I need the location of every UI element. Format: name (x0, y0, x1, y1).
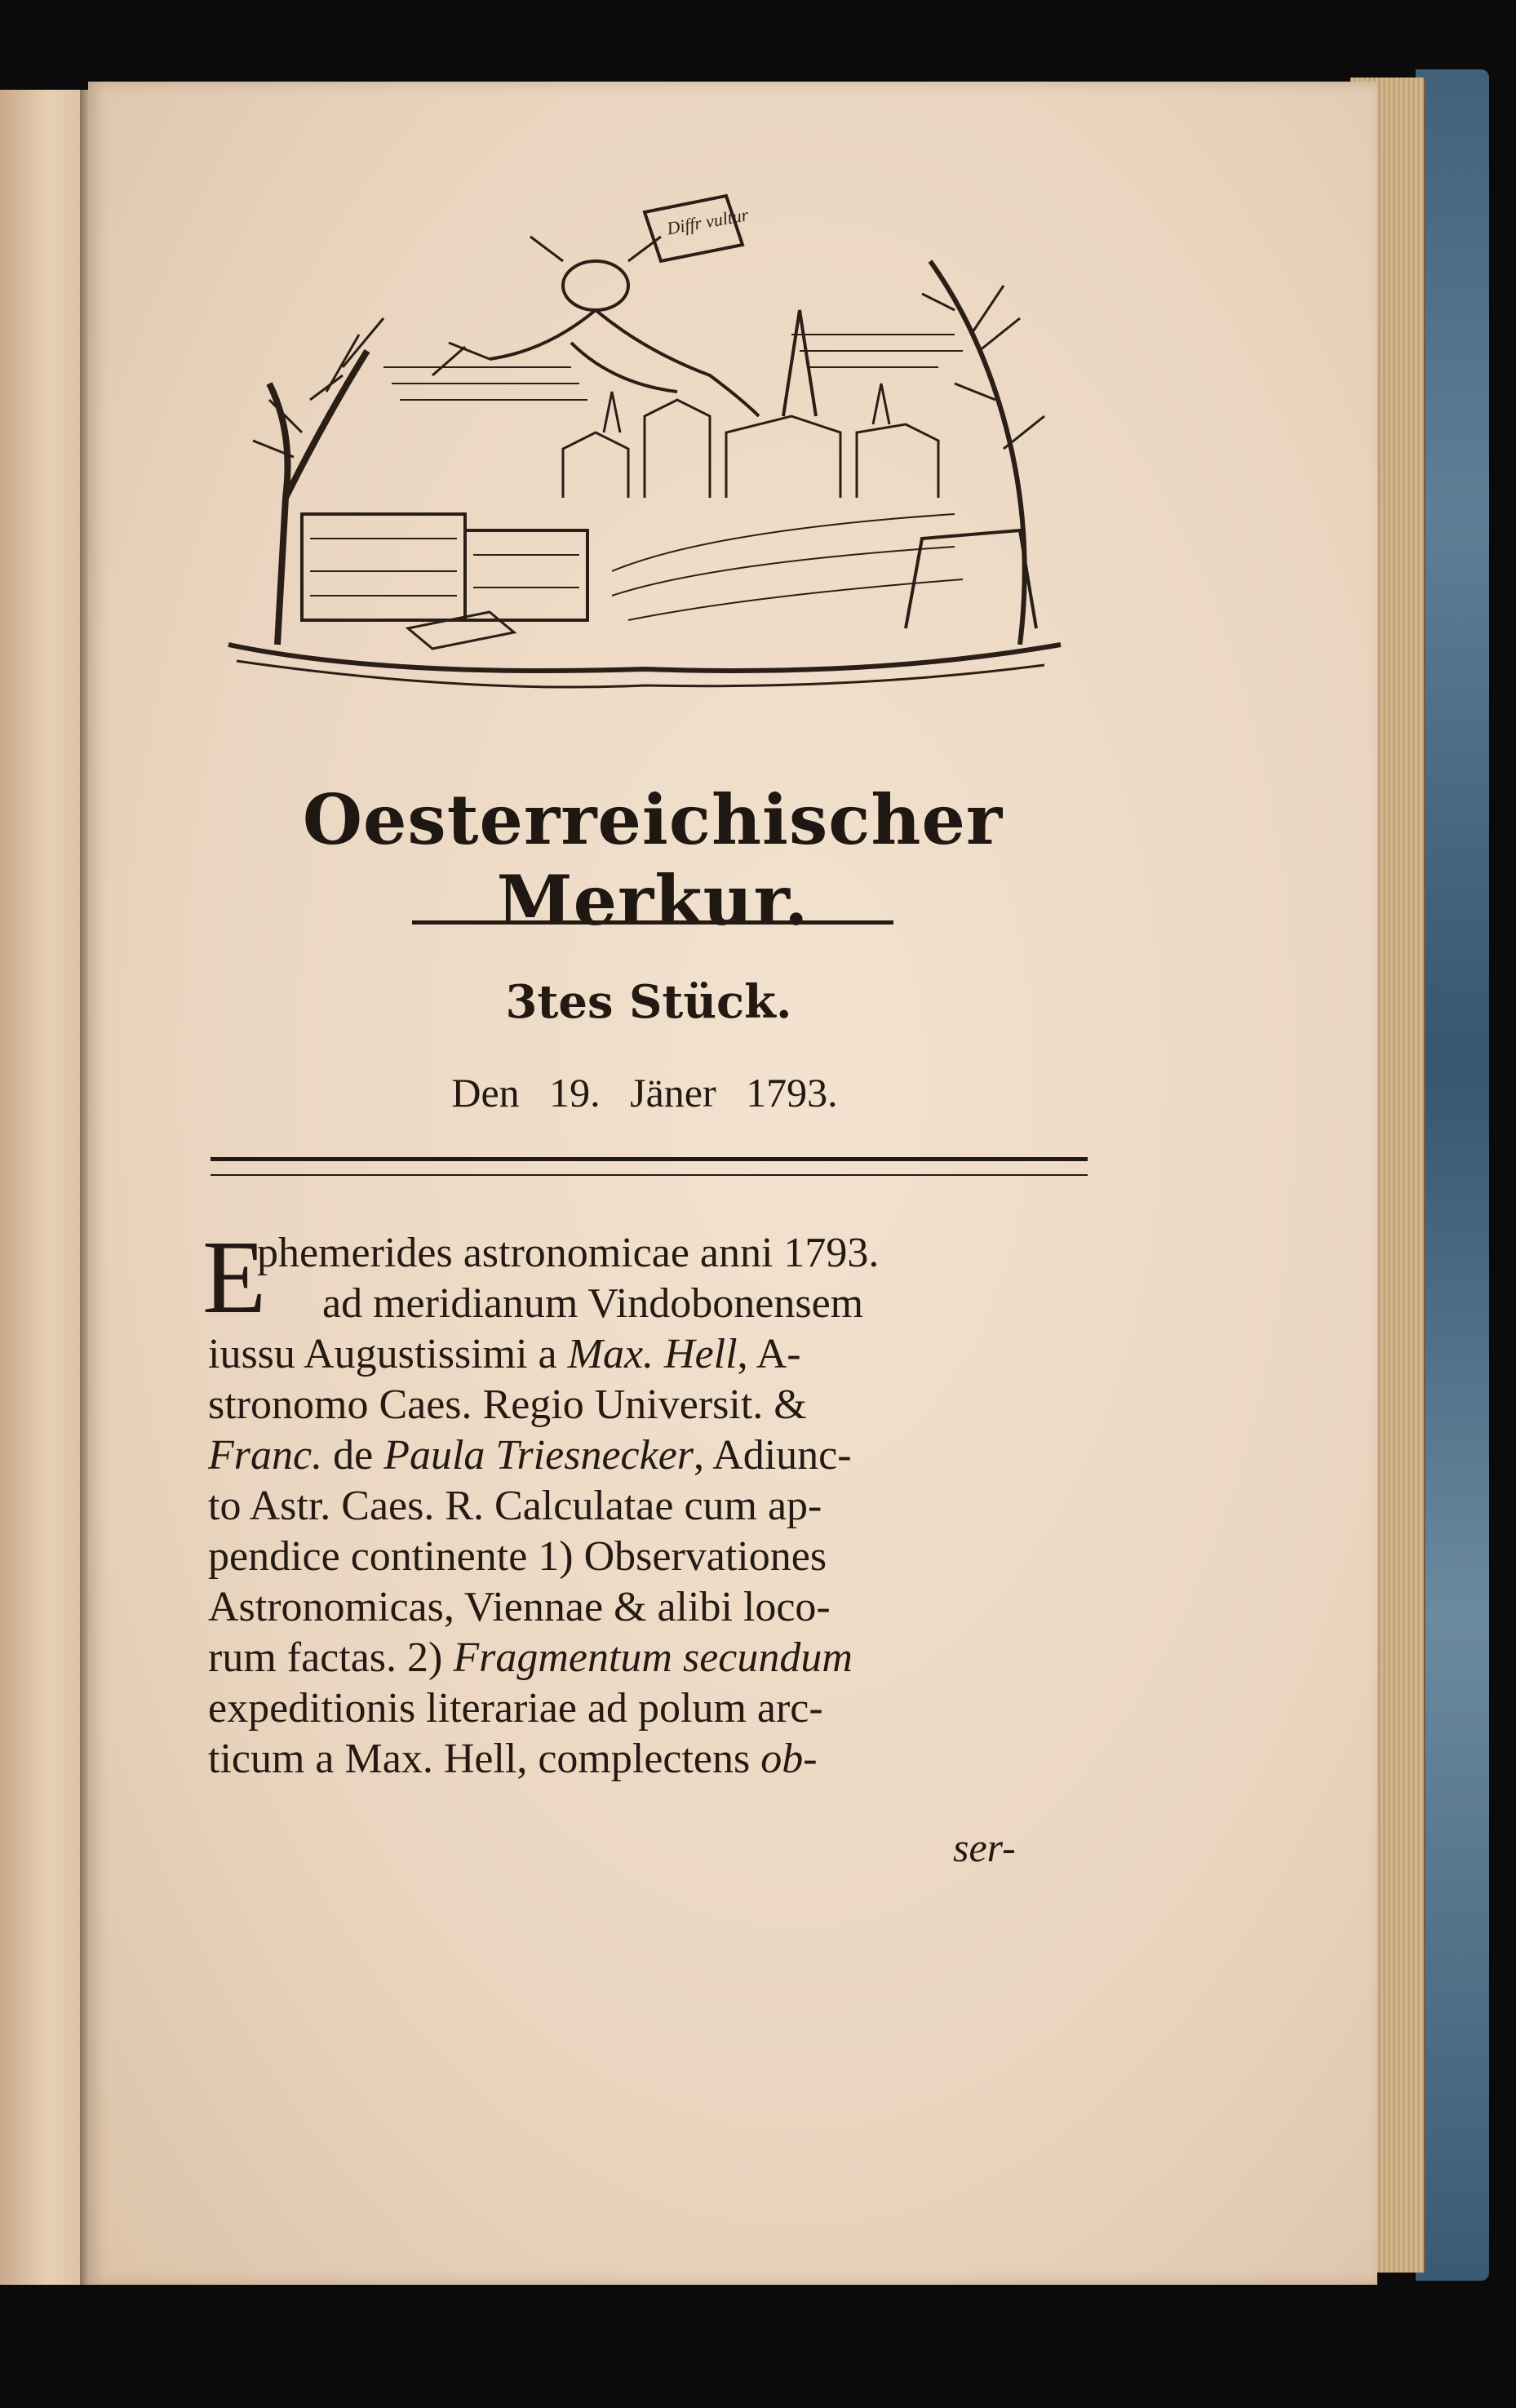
text-line: Franc. de Paula Triesnecker, Adiunc- (208, 1432, 852, 1479)
title-rule (412, 920, 893, 925)
dropcap-letter: E (202, 1219, 267, 1335)
facing-left-page (0, 90, 92, 2285)
book-cover-board (1416, 69, 1489, 2281)
text-line: Astronomicas, Viennae & alibi loco- (208, 1584, 831, 1630)
text-line: to Astr. Caes. R. Calculatae cum ap- (208, 1483, 822, 1529)
text-line: expeditionis literariae ad polum arc- (208, 1685, 823, 1732)
issue-number: 3tes Stück. (505, 975, 792, 1029)
text-line: phemerides astronomicae anni 1793. (257, 1230, 880, 1276)
text-line: ad meridianum Vindobonensem (322, 1280, 864, 1327)
catchword: ser- (953, 1825, 1016, 1870)
double-rule-divider (211, 1157, 1088, 1176)
article-body (208, 1228, 1089, 1785)
woodcut-vignette-icon (220, 188, 1069, 694)
text-line: stronomo Caes. Regio Universit. & (208, 1381, 807, 1428)
masthead-title: Oesterreichischer Merkur. (302, 779, 1004, 941)
vignette-banner-text: Diffr vultur (665, 204, 751, 239)
issue-date: Den 19. Jäner 1793. (451, 1070, 838, 1115)
text-line: iussu Augustissimi a Max. Hell, A- (208, 1331, 801, 1377)
text-line: rum factas. 2) Fragmentum secundum (208, 1634, 853, 1681)
text-line: ticum a Max. Hell, complectens ob- (208, 1736, 818, 1782)
text-line: pendice continente 1) Observationes (208, 1533, 827, 1580)
